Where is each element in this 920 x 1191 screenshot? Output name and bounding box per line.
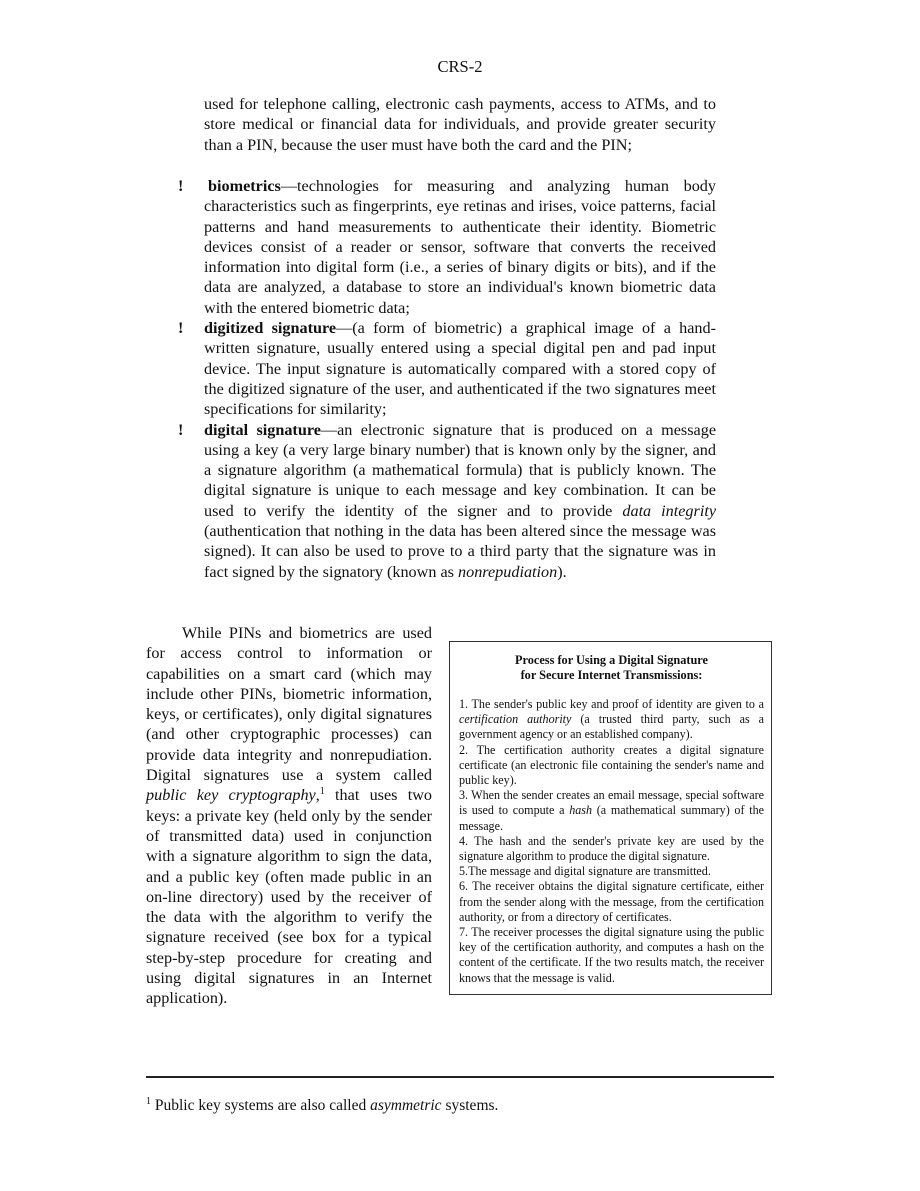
body-text: that uses two keys: a private key (held only by the sender of transmitted data) used in conjunction with a signature algorithm to sign the data, and a public key (often made public in an on-line directory) used by the receiver of the data with the algorithm to verify the signature received (see box for a typical step-by-step procedure for creating and using digital signatures in an Internet application). <box>146 786 432 1008</box>
step-text: 3. When the sender creates an email message, special software is used to compute a <box>459 788 764 818</box>
box-step-6: 6. The receiver obtains the digital signature certificate, either from the sender along with the message, from the certification authority, or from a directory of certificates. <box>459 879 764 924</box>
step-text: 1. The sender's public key and proof of identity are given to a <box>459 697 764 711</box>
italic-term: asymmetric <box>370 1097 442 1114</box>
italic-term: certification authority <box>459 712 572 727</box>
bullet-biometrics <box>178 176 716 318</box>
italic-term: hash <box>569 803 593 818</box>
bullet-text: —an electronic signature that is produced on a message using a key (a very large binary number) that is known only by the signer, and a signature algorithm (a mathematical formula) that is publicly known. The digital signature is unique to each message and key combination. It can be used to verify the identity of the signer and to provide <box>204 420 716 520</box>
page-header: CRS-2 <box>437 57 483 76</box>
footnote-reference[interactable]: 1 <box>319 786 325 798</box>
body-text: , <box>315 786 320 805</box>
box-step-7: 7. The receiver processes the digital signature using the public key of the certification authority, and computes a hash on the content of the certificate. If the two results match, the receiver knows that the message is valid. <box>459 925 764 985</box>
box-title-line: Process for Using a Digital Signature <box>515 653 708 667</box>
bullet-mark: ! <box>178 420 184 439</box>
italic-term: public key cryptography <box>146 786 316 805</box>
bullet-term: digital signature <box>204 420 321 439</box>
box-step-4: 4. The hash and the sender's private key are used by the signature algorithm to produce the digital signature. <box>459 833 764 864</box>
step-text: (a trusted third party, such as a government agency or an established company). <box>459 712 764 742</box>
bullet-text: (authentication that nothing in the data has been altered since the message was signed). It can also be used to prove to a third party that the signature was in fact signed by the signatory (known as <box>204 522 716 581</box>
process-box <box>449 641 772 995</box>
box-step-2: 2. The certification authority creates a digital signature certificate (an electronic file containing the sender's name and public key). <box>459 742 764 788</box>
continuation-paragraph: used for telephone calling, electronic cash payments, access to ATMs, and to store medical or financial data for individuals, and provide greater security than a PIN, because the user must have both the card and the PIN; <box>204 95 716 154</box>
step-text: (a mathematical summary) of the message. <box>459 803 764 833</box>
italic-term: data integrity <box>622 501 716 520</box>
footnote-text: Public key systems are also called <box>151 1097 371 1114</box>
bullet-term: digitized signature <box>204 319 337 338</box>
italic-term: nonrepudiation <box>458 562 558 581</box>
box-title-line: for Secure Internet Transmissions: <box>520 668 703 682</box>
bullet-digitized-signature <box>178 318 716 419</box>
bullet-mark: ! <box>178 319 184 338</box>
box-title <box>459 653 764 683</box>
footnote-number: 1 <box>146 1096 151 1107</box>
footnote-text: systems. <box>441 1097 499 1114</box>
body-paragraph <box>146 623 432 1009</box>
bullet-digital-signature <box>178 420 716 582</box>
bullet-text: —(a form of biometric) a graphical image of a hand-written signature, usually entered using a special digital pen and pad input device. The input signature is automatically compared with a stored copy of the digitized signature of the user, and authenticated if the two signatures meet specifications for similarity; <box>204 319 717 419</box>
bullet-mark: ! <box>178 177 184 195</box>
box-step-5: 5.The message and digital signature are transmitted. <box>459 864 711 879</box>
footnote-divider <box>146 1076 774 1078</box>
bullet-term: biometrics <box>208 177 281 195</box>
footnote <box>146 1096 774 1116</box>
bullet-list <box>178 176 716 582</box>
bullet-text: ). <box>557 562 567 581</box>
box-step-1 <box>459 697 764 743</box>
bullet-text: —technologies for measuring and analyzing human body characteristics such as fingerprints, eye retinas and irises, voice patterns, facial patterns and hand measurements to authenticate their identity. Biometric devices consist of a reader or sensor, software that converts the received information into digital form (i.e., a series of binary digits or bits), and if the data are analyzed, a database to store an individual's known biometric data with the entered biometric data; <box>204 177 716 317</box>
body-text: While PINs and biometrics are used for access control to information or capabilities on a smart card (which may include other PINs, biometric information, keys, or certificates), only digital signatures (and other cryptographic processes) can provide data integrity and nonrepudiation. Digital signatures use a system called <box>146 624 432 785</box>
box-step-3 <box>459 788 764 834</box>
